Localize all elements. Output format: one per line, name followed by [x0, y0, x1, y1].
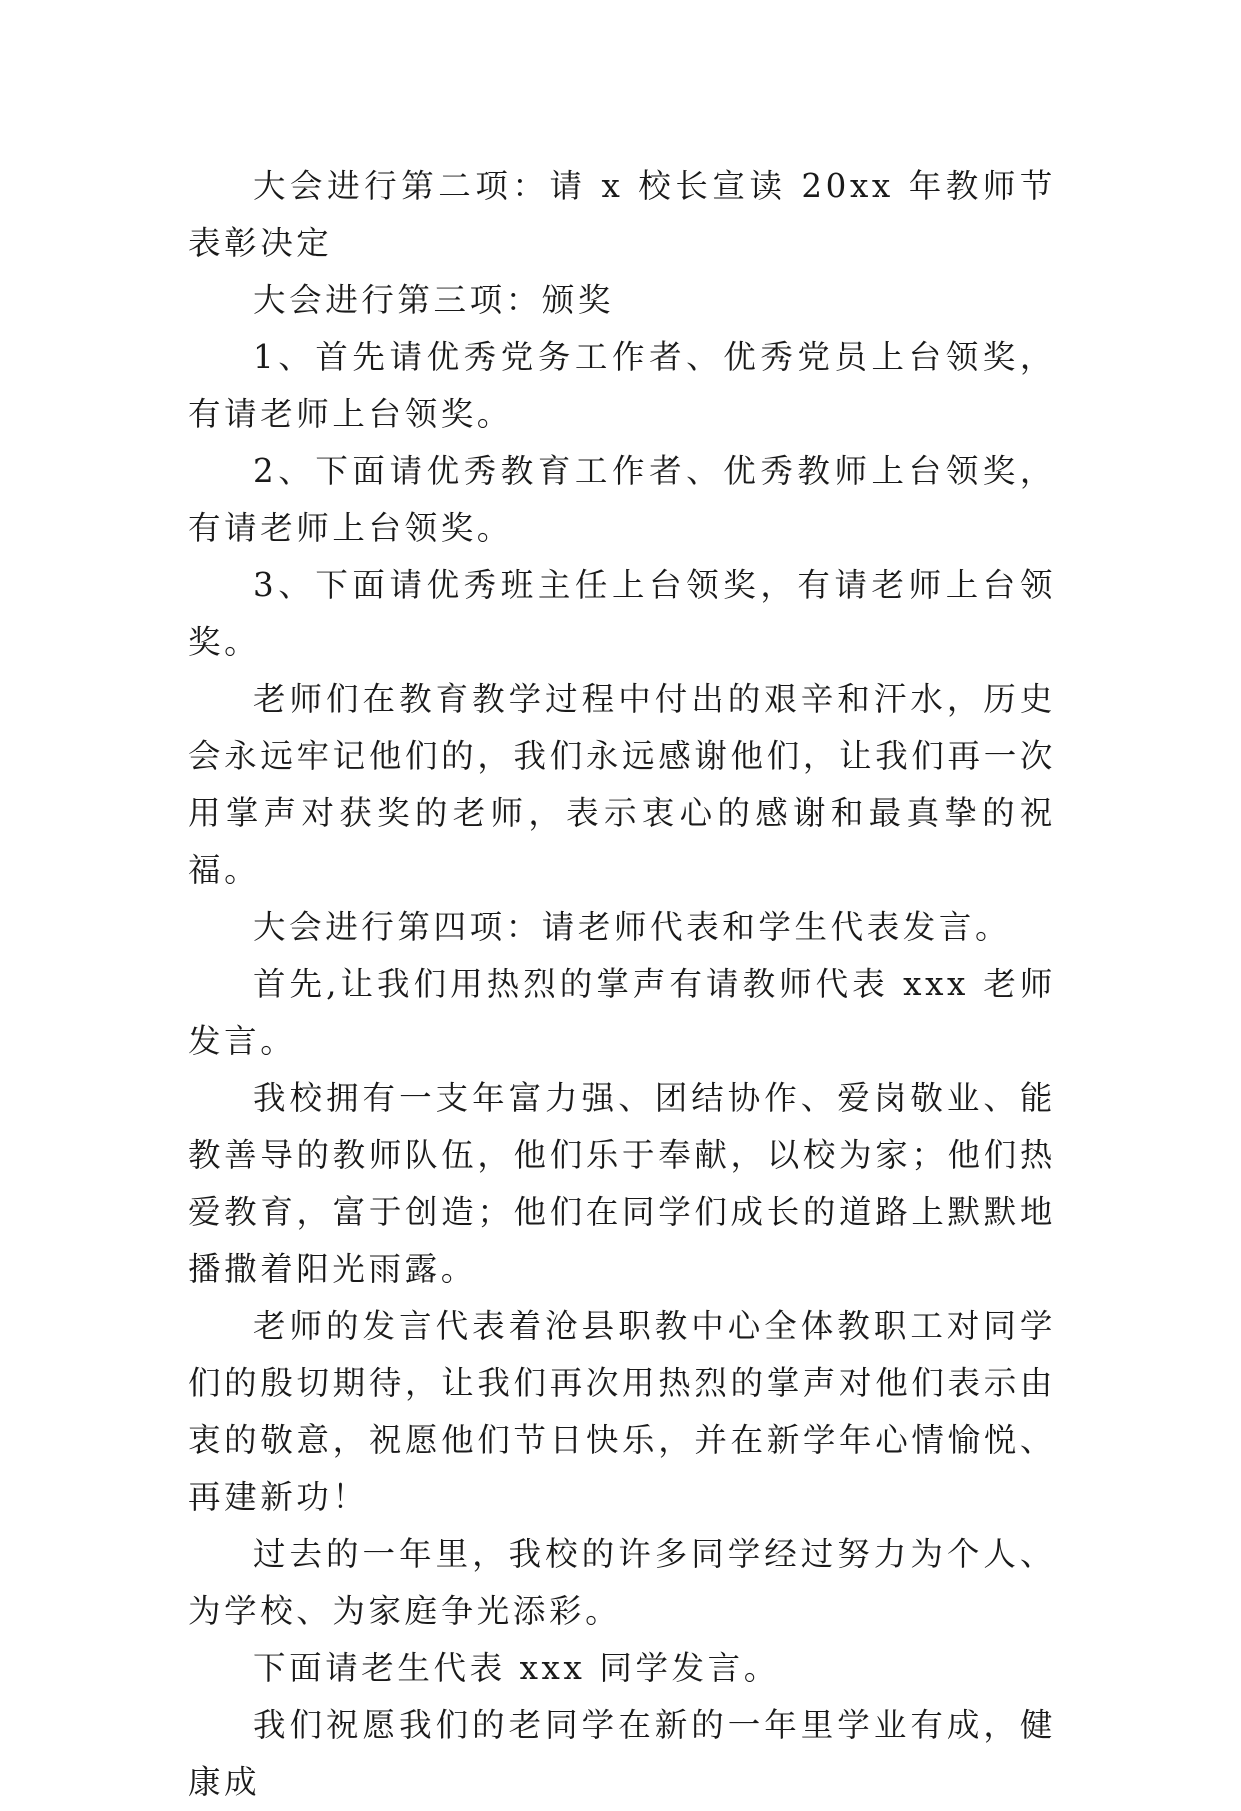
- paragraph-student-wishes: 我们祝愿我们的老同学在新的一年里学业有成，健康成: [188, 1706, 1056, 1801]
- paragraph-awards-heading: 大会进行第三项：颁奖: [253, 281, 615, 319]
- paragraph-teacher-speech-thanks: 老师的发言代表着沧县职教中心全体教职工对同学们的殷切期待，让我们再次用热烈的掌声对他们表示由衷的敬意，祝愿他们节日快乐，并在新学年心情愉悦、再建新功！: [188, 1307, 1056, 1516]
- paragraph-teacher-speech-intro: 首先,让我们用热烈的掌声有请教师代表 xxx 老师发言。: [188, 965, 1056, 1060]
- paragraph-thanks: 老师们在教育教学过程中付出的艰辛和汗水，历史会永远牢记他们的，我们永远感谢他们，让我们再一次用掌声对获奖的老师，表示衷心的感谢和最真挚的祝福。: [188, 680, 1056, 889]
- paragraph-award-decision: 大会进行第二项：请 x 校长宣读 20xx 年教师节表彰决定: [188, 167, 1056, 262]
- paragraph-student-speech-intro: 下面请老生代表 xxx 同学发言。: [253, 1649, 780, 1687]
- paragraph-teacher-team: 我校拥有一支年富力强、团结协作、爱岗敬业、能教善导的教师队伍，他们乐于奉献，以校为家；他们热爱教育，富于创造；他们在同学们成长的道路上默默地播撒着阳光雨露。: [188, 1079, 1056, 1288]
- paragraph-student-achievements: 过去的一年里，我校的许多同学经过努力为个人、为学校、为家庭争光添彩。: [188, 1535, 1056, 1630]
- paragraph-speeches-heading: 大会进行第四项：请老师代表和学生代表发言。: [253, 908, 1012, 946]
- paragraph-award-2: 2、下面请优秀教育工作者、优秀教师上台领奖，有请老师上台领奖。: [188, 452, 1056, 547]
- paragraph-award-1: 1、首先请优秀党务工作者、优秀党员上台领奖，有请老师上台领奖。: [188, 338, 1056, 433]
- paragraph-award-3: 3、下面请优秀班主任上台领奖，有请老师上台领奖。: [188, 566, 1056, 661]
- document-body: [188, 158, 1056, 1811]
